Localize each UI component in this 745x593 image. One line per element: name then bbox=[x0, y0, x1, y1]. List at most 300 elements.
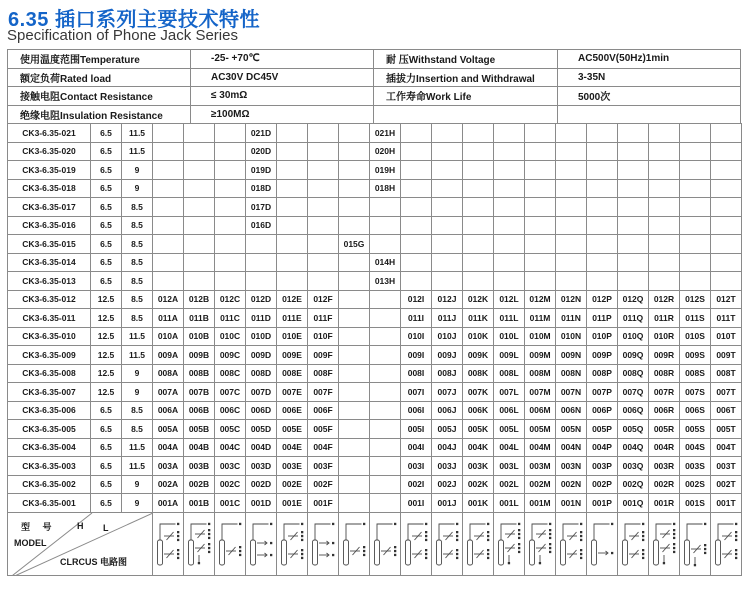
type-cell-Q: 005Q bbox=[618, 420, 649, 439]
type-cell-E: 007E bbox=[277, 383, 308, 402]
type-cell-E: 008E bbox=[277, 364, 308, 383]
type-cell-I: 005I bbox=[401, 420, 432, 439]
type-cell-C: 002C bbox=[215, 475, 246, 494]
type-cell-S bbox=[680, 161, 711, 180]
model-row-CK3-6.35-003 bbox=[8, 457, 742, 476]
type-cell-Q bbox=[618, 142, 649, 161]
type-cell-C: 011C bbox=[215, 309, 246, 328]
dimension-h-cell: 12.5 bbox=[91, 383, 122, 402]
type-cell-P: 002P bbox=[587, 475, 618, 494]
type-cell-B: 007B bbox=[184, 383, 215, 402]
spec-row bbox=[8, 87, 741, 106]
circuit-diagram-A bbox=[153, 512, 184, 575]
type-cell-I: 011I bbox=[401, 309, 432, 328]
type-cell-N: 003N bbox=[556, 457, 587, 476]
type-cell-T: 003T bbox=[711, 457, 742, 476]
spec-value: AC30V DC45V bbox=[191, 68, 374, 87]
type-cell-F: 003F bbox=[308, 457, 339, 476]
spec-row bbox=[8, 50, 741, 69]
type-cell-S bbox=[680, 253, 711, 272]
dimension-l-cell: 8.5 bbox=[122, 309, 153, 328]
model-number-cell: CK3-6.35-010 bbox=[8, 327, 91, 346]
type-cell-Q bbox=[618, 272, 649, 291]
circuit-diagram-Q bbox=[618, 512, 649, 575]
type-cell-P: 006P bbox=[587, 401, 618, 420]
type-cell-F bbox=[308, 253, 339, 272]
type-cell-Q: 006Q bbox=[618, 401, 649, 420]
type-cell-N: 012N bbox=[556, 290, 587, 309]
type-cell-I bbox=[401, 253, 432, 272]
dimension-l-cell: 11.5 bbox=[122, 327, 153, 346]
type-cell-B bbox=[184, 235, 215, 254]
type-cell-M: 003M bbox=[525, 457, 556, 476]
type-cell-P bbox=[587, 142, 618, 161]
type-cell-A: 002A bbox=[153, 475, 184, 494]
model-row-CK3-6.35-020 bbox=[8, 142, 742, 161]
type-cell-N bbox=[556, 198, 587, 217]
model-row-CK3-6.35-013 bbox=[8, 272, 742, 291]
type-cell-B bbox=[184, 198, 215, 217]
type-cell-N bbox=[556, 124, 587, 143]
model-row-CK3-6.35-002 bbox=[8, 475, 742, 494]
circuit-icon bbox=[464, 513, 493, 573]
type-cell-S: 004S bbox=[680, 438, 711, 457]
type-cell-I bbox=[401, 179, 432, 198]
type-cell-P bbox=[587, 198, 618, 217]
type-cell-R bbox=[649, 253, 680, 272]
type-cell-T bbox=[711, 142, 742, 161]
type-cell-H bbox=[370, 346, 401, 365]
type-cell-J bbox=[432, 179, 463, 198]
type-cell-T: 008T bbox=[711, 364, 742, 383]
type-cell-P bbox=[587, 124, 618, 143]
type-cell-K bbox=[463, 216, 494, 235]
type-cell-J: 005J bbox=[432, 420, 463, 439]
dimension-h-cell: 6.5 bbox=[91, 401, 122, 420]
type-cell-D: 003D bbox=[246, 457, 277, 476]
type-cell-I bbox=[401, 272, 432, 291]
type-cell-B: 003B bbox=[184, 457, 215, 476]
type-cell-N bbox=[556, 179, 587, 198]
type-cell-J: 010J bbox=[432, 327, 463, 346]
circuit-diagram-H bbox=[370, 512, 401, 575]
type-cell-T bbox=[711, 124, 742, 143]
type-cell-L: 004L bbox=[494, 438, 525, 457]
type-cell-Q bbox=[618, 253, 649, 272]
type-cell-N: 006N bbox=[556, 401, 587, 420]
type-cell-S bbox=[680, 124, 711, 143]
circuit-icon bbox=[185, 513, 214, 573]
dimension-l-cell: 8.5 bbox=[122, 253, 153, 272]
type-cell-R bbox=[649, 198, 680, 217]
type-cell-S bbox=[680, 179, 711, 198]
type-cell-K: 003K bbox=[463, 457, 494, 476]
type-cell-K: 002K bbox=[463, 475, 494, 494]
type-cell-C: 012C bbox=[215, 290, 246, 309]
circuit-diagram-S bbox=[680, 512, 711, 575]
model-row-CK3-6.35-017 bbox=[8, 198, 742, 217]
type-cell-D: 005D bbox=[246, 420, 277, 439]
type-cell-J: 012J bbox=[432, 290, 463, 309]
type-cell-I: 007I bbox=[401, 383, 432, 402]
diagonal-header-cell bbox=[8, 512, 153, 575]
type-cell-E: 011E bbox=[277, 309, 308, 328]
type-cell-D: 021D bbox=[246, 124, 277, 143]
dimension-h-cell: 6.5 bbox=[91, 161, 122, 180]
type-cell-K: 012K bbox=[463, 290, 494, 309]
model-row-CK3-6.35-014 bbox=[8, 253, 742, 272]
type-cell-A: 005A bbox=[153, 420, 184, 439]
type-cell-E bbox=[277, 179, 308, 198]
type-cell-M: 011M bbox=[525, 309, 556, 328]
type-cell-P bbox=[587, 235, 618, 254]
type-cell-A bbox=[153, 142, 184, 161]
type-cell-R: 004R bbox=[649, 438, 680, 457]
type-cell-J: 001J bbox=[432, 494, 463, 513]
model-number-cell: CK3-6.35-018 bbox=[8, 179, 91, 198]
type-cell-C: 003C bbox=[215, 457, 246, 476]
type-cell-H bbox=[370, 235, 401, 254]
type-cell-D: 007D bbox=[246, 383, 277, 402]
circuit-icon bbox=[557, 513, 586, 573]
dimension-h-cell: 12.5 bbox=[91, 346, 122, 365]
type-cell-G bbox=[339, 142, 370, 161]
type-cell-I: 002I bbox=[401, 475, 432, 494]
type-cell-C bbox=[215, 216, 246, 235]
type-cell-S bbox=[680, 235, 711, 254]
type-cell-G bbox=[339, 475, 370, 494]
type-cell-C bbox=[215, 253, 246, 272]
type-cell-J bbox=[432, 216, 463, 235]
type-cell-D: 011D bbox=[246, 309, 277, 328]
model-number-cell: CK3-6.35-015 bbox=[8, 235, 91, 254]
type-cell-I: 001I bbox=[401, 494, 432, 513]
type-cell-N bbox=[556, 142, 587, 161]
type-cell-H bbox=[370, 438, 401, 457]
model-row-CK3-6.35-007 bbox=[8, 383, 742, 402]
type-cell-N bbox=[556, 235, 587, 254]
type-cell-Q bbox=[618, 161, 649, 180]
type-cell-Q: 010Q bbox=[618, 327, 649, 346]
model-row-CK3-6.35-009 bbox=[8, 346, 742, 365]
type-cell-M: 012M bbox=[525, 290, 556, 309]
type-cell-F bbox=[308, 161, 339, 180]
type-cell-H bbox=[370, 475, 401, 494]
circuit-icon bbox=[154, 513, 183, 573]
type-cell-H bbox=[370, 216, 401, 235]
type-cell-M: 010M bbox=[525, 327, 556, 346]
type-cell-C: 009C bbox=[215, 346, 246, 365]
circuit-icon bbox=[247, 513, 276, 573]
dimension-h-cell: 6.5 bbox=[91, 216, 122, 235]
type-cell-L bbox=[494, 198, 525, 217]
type-cell-A: 003A bbox=[153, 457, 184, 476]
type-cell-K: 001K bbox=[463, 494, 494, 513]
type-cell-E bbox=[277, 216, 308, 235]
type-cell-E bbox=[277, 272, 308, 291]
type-cell-P bbox=[587, 161, 618, 180]
type-cell-F: 005F bbox=[308, 420, 339, 439]
type-cell-H bbox=[370, 198, 401, 217]
type-cell-A: 006A bbox=[153, 401, 184, 420]
model-number-cell: CK3-6.35-019 bbox=[8, 161, 91, 180]
model-row-CK3-6.35-010 bbox=[8, 327, 742, 346]
type-cell-E: 002E bbox=[277, 475, 308, 494]
type-cell-K bbox=[463, 235, 494, 254]
type-cell-Q: 007Q bbox=[618, 383, 649, 402]
type-cell-E bbox=[277, 142, 308, 161]
type-cell-T: 010T bbox=[711, 327, 742, 346]
model-row-CK3-6.35-004 bbox=[8, 438, 742, 457]
spec-value: ≤ 30mΩ bbox=[191, 87, 374, 106]
type-cell-G bbox=[339, 161, 370, 180]
model-number-cell: CK3-6.35-008 bbox=[8, 364, 91, 383]
circuit-diagram-D bbox=[246, 512, 277, 575]
circuit-diagram-M bbox=[525, 512, 556, 575]
type-cell-A: 011A bbox=[153, 309, 184, 328]
circuit-diagram-K bbox=[463, 512, 494, 575]
type-cell-K bbox=[463, 272, 494, 291]
spec-row bbox=[8, 68, 741, 87]
type-cell-L: 002L bbox=[494, 475, 525, 494]
model-row-CK3-6.35-015 bbox=[8, 235, 742, 254]
type-cell-E: 006E bbox=[277, 401, 308, 420]
type-cell-L bbox=[494, 235, 525, 254]
dimension-h-cell: 6.5 bbox=[91, 438, 122, 457]
type-cell-D bbox=[246, 235, 277, 254]
circuit-icon bbox=[588, 513, 617, 573]
type-cell-K bbox=[463, 198, 494, 217]
type-cell-L: 011L bbox=[494, 309, 525, 328]
type-cell-A bbox=[153, 179, 184, 198]
type-cell-H: 018H bbox=[370, 179, 401, 198]
model-label-en: MODEL bbox=[14, 537, 47, 548]
type-cell-R bbox=[649, 142, 680, 161]
model-number-cell: CK3-6.35-009 bbox=[8, 346, 91, 365]
type-cell-G bbox=[339, 179, 370, 198]
type-cell-S: 001S bbox=[680, 494, 711, 513]
model-number-cell: CK3-6.35-016 bbox=[8, 216, 91, 235]
type-cell-Q bbox=[618, 235, 649, 254]
type-cell-F: 007F bbox=[308, 383, 339, 402]
spec-value: AC500V(50Hz)1min bbox=[558, 50, 741, 69]
dimension-l-cell: 8.5 bbox=[122, 290, 153, 309]
dimension-l-cell: 8.5 bbox=[122, 272, 153, 291]
type-cell-P: 008P bbox=[587, 364, 618, 383]
model-row-CK3-6.35-001 bbox=[8, 494, 742, 513]
type-cell-M: 008M bbox=[525, 364, 556, 383]
type-cell-E: 009E bbox=[277, 346, 308, 365]
type-cell-B: 009B bbox=[184, 346, 215, 365]
type-cell-F bbox=[308, 235, 339, 254]
type-cell-K: 007K bbox=[463, 383, 494, 402]
type-cell-K bbox=[463, 124, 494, 143]
type-cell-B: 005B bbox=[184, 420, 215, 439]
dimension-h-cell: 6.5 bbox=[91, 457, 122, 476]
dimension-l-cell: 9 bbox=[122, 364, 153, 383]
type-cell-K: 005K bbox=[463, 420, 494, 439]
model-number-cell: CK3-6.35-006 bbox=[8, 401, 91, 420]
h-column-label: H bbox=[77, 520, 84, 531]
model-row-CK3-6.35-011 bbox=[8, 309, 742, 328]
type-cell-F: 004F bbox=[308, 438, 339, 457]
dimension-h-cell: 12.5 bbox=[91, 290, 122, 309]
type-cell-B bbox=[184, 272, 215, 291]
type-cell-F: 001F bbox=[308, 494, 339, 513]
type-cell-K: 006K bbox=[463, 401, 494, 420]
circuit-diagram-T bbox=[711, 512, 742, 575]
type-cell-T bbox=[711, 272, 742, 291]
spec-value: -25- +70℃ bbox=[191, 50, 374, 69]
type-cell-J bbox=[432, 198, 463, 217]
type-cell-M bbox=[525, 272, 556, 291]
circuit-icon bbox=[526, 513, 555, 573]
type-cell-S: 008S bbox=[680, 364, 711, 383]
type-cell-C bbox=[215, 179, 246, 198]
type-cell-R: 006R bbox=[649, 401, 680, 420]
type-cell-P bbox=[587, 253, 618, 272]
dimension-h-cell: 6.5 bbox=[91, 420, 122, 439]
type-cell-F: 010F bbox=[308, 327, 339, 346]
type-cell-H bbox=[370, 401, 401, 420]
type-cell-L: 003L bbox=[494, 457, 525, 476]
type-cell-G bbox=[339, 327, 370, 346]
model-row-CK3-6.35-012 bbox=[8, 290, 742, 309]
type-cell-C bbox=[215, 124, 246, 143]
type-cell-B: 010B bbox=[184, 327, 215, 346]
model-row-CK3-6.35-019 bbox=[8, 161, 742, 180]
type-cell-B: 004B bbox=[184, 438, 215, 457]
type-cell-J bbox=[432, 253, 463, 272]
type-cell-T: 011T bbox=[711, 309, 742, 328]
spec-label: 插拔力Insertion and Withdrawal bbox=[374, 68, 558, 87]
type-cell-L bbox=[494, 216, 525, 235]
type-cell-P: 010P bbox=[587, 327, 618, 346]
type-cell-J bbox=[432, 124, 463, 143]
type-cell-B bbox=[184, 216, 215, 235]
type-cell-T bbox=[711, 179, 742, 198]
type-cell-A bbox=[153, 198, 184, 217]
dimension-h-cell: 6.5 bbox=[91, 475, 122, 494]
type-cell-I bbox=[401, 124, 432, 143]
type-cell-R bbox=[649, 124, 680, 143]
type-cell-A: 007A bbox=[153, 383, 184, 402]
circuit-icon bbox=[371, 513, 400, 573]
dimension-l-cell: 11.5 bbox=[122, 346, 153, 365]
circuit-icon bbox=[681, 513, 710, 573]
type-cell-L: 010L bbox=[494, 327, 525, 346]
type-cell-E bbox=[277, 253, 308, 272]
type-cell-R: 008R bbox=[649, 364, 680, 383]
circuit-diagram-E bbox=[277, 512, 308, 575]
model-number-cell: CK3-6.35-007 bbox=[8, 383, 91, 402]
type-cell-G bbox=[339, 457, 370, 476]
type-cell-E: 012E bbox=[277, 290, 308, 309]
type-cell-M bbox=[525, 253, 556, 272]
type-cell-Q bbox=[618, 216, 649, 235]
type-cell-C bbox=[215, 235, 246, 254]
type-cell-F bbox=[308, 179, 339, 198]
type-cell-A: 012A bbox=[153, 290, 184, 309]
circuit-icon bbox=[216, 513, 245, 573]
type-cell-Q: 001Q bbox=[618, 494, 649, 513]
circuit-icon bbox=[712, 513, 741, 573]
dimension-l-cell: 11.5 bbox=[122, 142, 153, 161]
type-cell-F bbox=[308, 216, 339, 235]
type-cell-C: 010C bbox=[215, 327, 246, 346]
type-cell-H bbox=[370, 494, 401, 513]
type-cell-H: 013H bbox=[370, 272, 401, 291]
dimension-l-cell: 9 bbox=[122, 179, 153, 198]
type-cell-M bbox=[525, 124, 556, 143]
type-cell-D: 020D bbox=[246, 142, 277, 161]
type-cell-M: 004M bbox=[525, 438, 556, 457]
type-cell-D: 002D bbox=[246, 475, 277, 494]
type-cell-M bbox=[525, 142, 556, 161]
dimension-l-cell: 9 bbox=[122, 475, 153, 494]
type-cell-B: 011B bbox=[184, 309, 215, 328]
type-cell-D: 019D bbox=[246, 161, 277, 180]
spec-label: 接触电阻Contact Resistance bbox=[8, 87, 191, 106]
type-cell-M bbox=[525, 179, 556, 198]
type-cell-G bbox=[339, 253, 370, 272]
dimension-l-cell: 11.5 bbox=[122, 438, 153, 457]
circuit-diagram-P bbox=[587, 512, 618, 575]
type-cell-M: 002M bbox=[525, 475, 556, 494]
type-cell-F bbox=[308, 142, 339, 161]
spec-label: 工作寿命Work Life bbox=[374, 87, 558, 106]
circuit-icon bbox=[402, 513, 431, 573]
type-cell-F bbox=[308, 272, 339, 291]
model-number-cell: CK3-6.35-002 bbox=[8, 475, 91, 494]
type-cell-P: 004P bbox=[587, 438, 618, 457]
type-cell-A: 008A bbox=[153, 364, 184, 383]
type-cell-C bbox=[215, 161, 246, 180]
model-row-CK3-6.35-005 bbox=[8, 420, 742, 439]
type-cell-M bbox=[525, 235, 556, 254]
type-cell-F: 006F bbox=[308, 401, 339, 420]
type-cell-T bbox=[711, 161, 742, 180]
type-cell-R: 007R bbox=[649, 383, 680, 402]
type-cell-T: 007T bbox=[711, 383, 742, 402]
type-cell-I bbox=[401, 161, 432, 180]
type-cell-N bbox=[556, 161, 587, 180]
type-cell-R: 012R bbox=[649, 290, 680, 309]
circuit-icon bbox=[433, 513, 462, 573]
type-cell-Q: 003Q bbox=[618, 457, 649, 476]
circuit-diagram-L bbox=[494, 512, 525, 575]
type-cell-B bbox=[184, 124, 215, 143]
type-cell-S: 010S bbox=[680, 327, 711, 346]
type-cell-K: 008K bbox=[463, 364, 494, 383]
type-cell-K bbox=[463, 253, 494, 272]
dimension-l-cell: 9 bbox=[122, 161, 153, 180]
type-cell-N: 010N bbox=[556, 327, 587, 346]
type-cell-C: 007C bbox=[215, 383, 246, 402]
type-cell-S bbox=[680, 198, 711, 217]
type-cell-D: 018D bbox=[246, 179, 277, 198]
type-cell-P: 012P bbox=[587, 290, 618, 309]
type-cell-B bbox=[184, 253, 215, 272]
type-cell-L: 006L bbox=[494, 401, 525, 420]
type-cell-G bbox=[339, 309, 370, 328]
type-cell-T bbox=[711, 216, 742, 235]
type-cell-L bbox=[494, 253, 525, 272]
type-cell-R: 011R bbox=[649, 309, 680, 328]
type-cell-M bbox=[525, 161, 556, 180]
type-cell-F: 002F bbox=[308, 475, 339, 494]
type-cell-T: 009T bbox=[711, 346, 742, 365]
